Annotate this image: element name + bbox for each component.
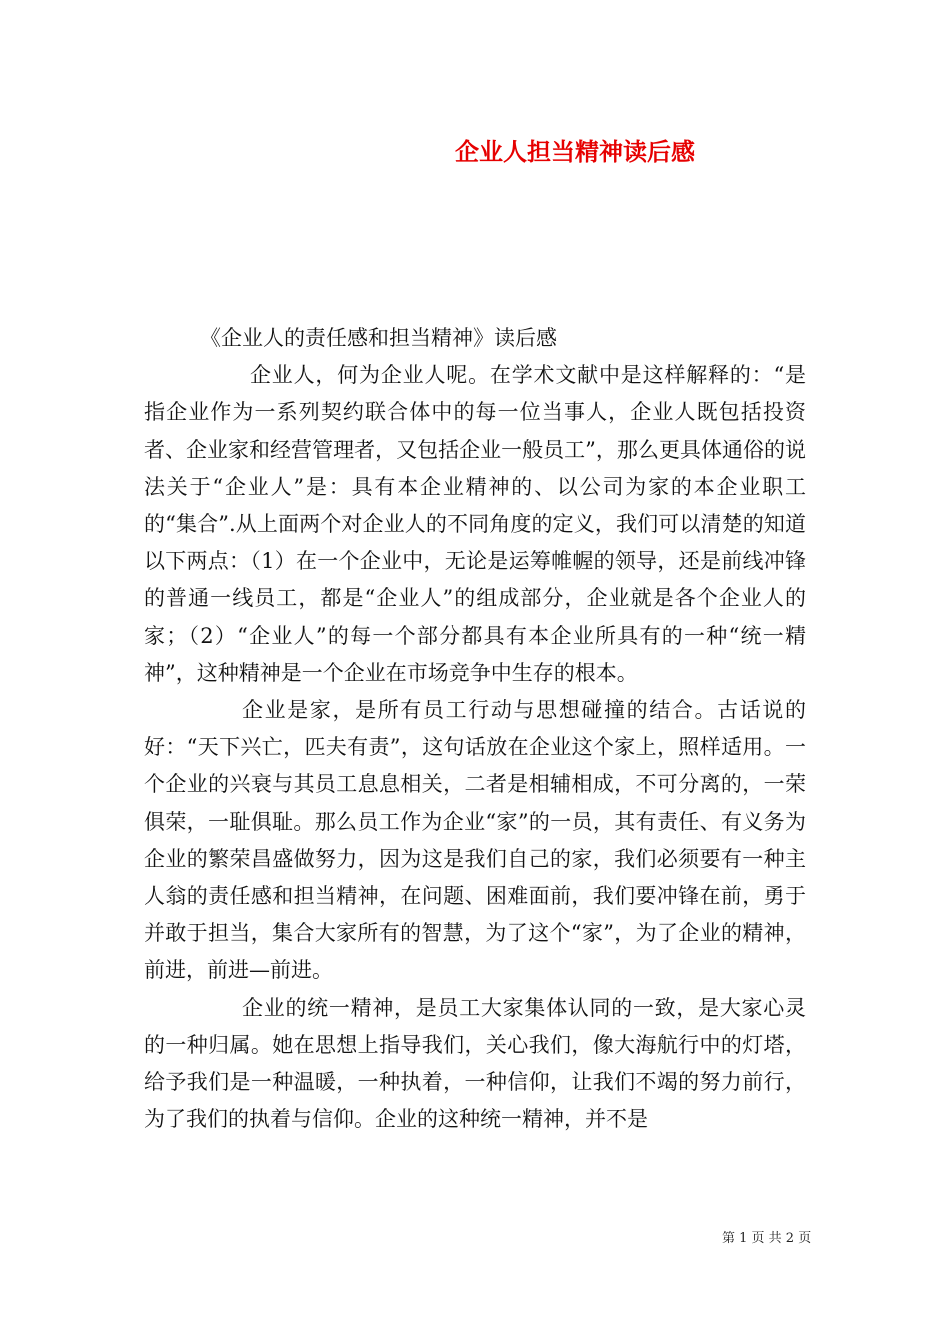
document-title: 企业人担当精神读后感 [455, 137, 695, 166]
document-subtitle: 《企业人的责任感和担当精神》读后感 [200, 326, 557, 350]
paragraph-3: 企业的统一精神，是员工大家集体认同的一致，是大家心灵的一种归属。她在思想上指导我们，关心我们，像大海航行中的灯塔，给予我们是一种温暖，一种执着，一种信仰，让我们不竭的努力前行，为了我们的执着与信仰。企业的这种统一精神，并不是 [144, 995, 806, 1132]
page-number: 第 1 页 共 2 页 [722, 1231, 812, 1246]
paragraph-2: 企业是家，是所有员工行动与思想碰撞的结合。古话说的好：“天下兴亡，匹夫有责”，这句话放在企业这个家上，照样适用。一个企业的兴衰与其员工息息相关，二者是相辅相成，不可分离的，一荣俱荣，一耻俱耻。那么员工作为企业“家”的一员，其有责任、有义务为企业的繁荣昌盛做努力，因为这是我们自己的家，我们必须要有一种主人翁的责任感和担当精神，在问题、困难面前，我们要冲锋在前，勇于并敢于担当，集合大家所有的智慧，为了这个“家”，为了企业的精神，前进，前进—前进。 [144, 698, 806, 983]
paragraph-1: 企业人，何为企业人呢。在学术文献中是这样解释的：“是指企业作为一系列契约联合体中的每一位当事人，企业人既包括投资者、企业家和经营管理者，又包括企业一般员工”，那么更具体通俗的说法关于“企业人”是：具有本企业精神的、以公司为家的本企业职工的“集合”.从上面两个对企业人的不同角度的定义，我们可以清楚的知道以下两点：（1）在一个企业中，无论是运筹帷幄的领导，还是前线冲锋的普通一线员工，都是“企业人”的组成部分，企业就是各个企业人的家；（2）“企业人”的每一个部分都具有本企业所具有的一种“统一精神”，这种精神是一个企业在市场竞争中生存的根本。 [144, 363, 806, 685]
document-body [144, 320, 806, 1138]
